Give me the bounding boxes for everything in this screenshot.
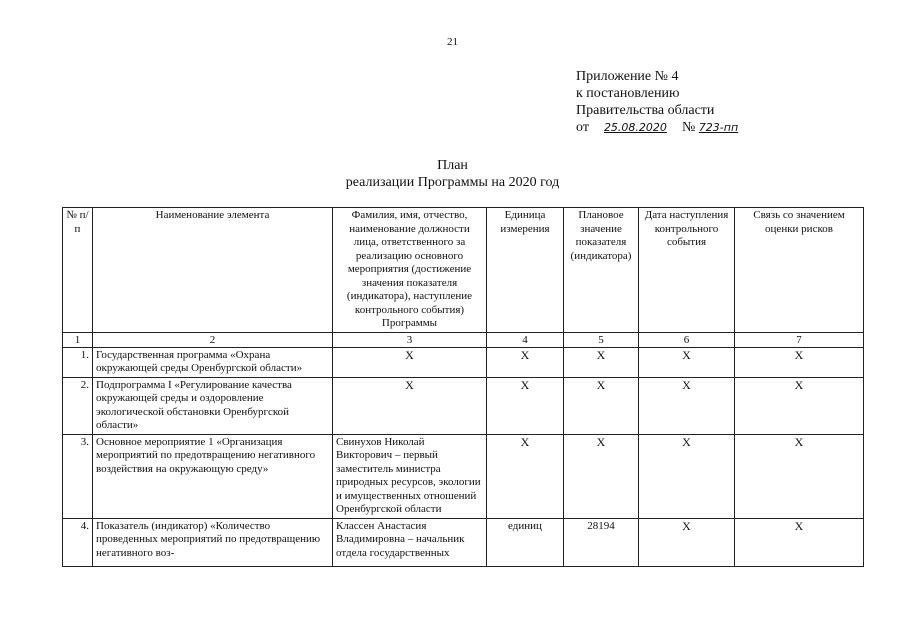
col-number: 5 [564,332,639,347]
row-responsible: X [333,347,487,377]
row-plan-value: 28194 [564,518,639,566]
appendix-block [576,68,745,136]
row-event-date: X [639,347,735,377]
row-num: 4. [63,518,93,566]
row-num: 2. [63,377,93,434]
col-number: 6 [639,332,735,347]
page-number: 21 [447,36,458,48]
number-label: № [681,120,696,135]
col-number: 7 [735,332,864,347]
table-row [63,434,864,518]
header-unit: Единица измерения [487,208,564,333]
row-num: 1. [63,347,93,377]
row-responsible-cell [333,518,487,566]
title-line-1: План [437,158,468,173]
handwritten-number: 723-пп [698,121,739,134]
row-responsible: Классен Анастасия Владимировна – начальник отдела государственных [336,519,465,559]
appendix-line-3: Правительства области [576,103,715,118]
row-event-date: X [639,434,735,518]
title-line-2: реализации Программы на 2020 год [345,175,560,190]
table-row [63,377,864,434]
header-num: № п/п [63,208,93,333]
appendix-line-1: Приложение № 4 [576,69,679,84]
document-title [0,157,905,191]
table-row [63,347,864,377]
header-plan-value: Плановое значение показателя (индикатора) [564,208,639,333]
row-event-date: X [639,518,735,566]
table-header-row [63,208,864,333]
row-name: Основное мероприятие 1 «Организация мероприятий по предотвращению негативного воздействия на окружающую среду» [93,434,333,518]
row-risk-link: X [735,377,864,434]
row-unit: X [487,377,564,434]
col-number: 4 [487,332,564,347]
col-number: 3 [333,332,487,347]
plan-table [62,207,864,567]
row-name: Подпрограмма I «Регулирование качества окружающей среды и оздоровление экологической обстановки Оренбургской области» [93,377,333,434]
row-risk-link: X [735,518,864,566]
row-plan-value: X [564,434,639,518]
header-event-date: Дата наступления контрольного события [639,208,735,333]
row-name: Показатель (индикатор) «Количество проведенных мероприятий по предотвращению негативного воз- [96,519,321,559]
table-row [63,518,864,566]
col-number: 1 [63,332,93,347]
row-risk-link: X [735,347,864,377]
from-label: от [576,120,589,135]
header-responsible: Фамилия, имя, отчество, наименование должности лица, ответственного за реализацию основного мероприятия (достижение значения показателя (индикатора), наступление контрольного события) Программы [333,208,487,333]
header-risk-link: Связь со значением оценки рисков [735,208,864,333]
col-number: 2 [93,332,333,347]
row-responsible: Свинухов Николай Викторович – первый заместитель министра природных ресурсов, экологии и имущественных отношений Оренбургской области [333,434,487,518]
row-plan-value: X [564,347,639,377]
handwritten-date: 25.08.2020 [603,121,667,134]
row-risk-link: X [735,434,864,518]
appendix-line-2: к постановлению [576,86,680,101]
row-unit: единиц [487,518,564,566]
row-unit: X [487,347,564,377]
appendix-date-line [576,119,745,136]
header-element-name: Наименование элемента [93,208,333,333]
row-unit: X [487,434,564,518]
row-plan-value: X [564,377,639,434]
row-num: 3. [63,434,93,518]
row-name-cell [93,518,333,566]
row-event-date: X [639,377,735,434]
row-name: Государственная программа «Охрана окружающей среды Оренбургской области» [93,347,333,377]
row-responsible: X [333,377,487,434]
column-number-row [63,332,864,347]
